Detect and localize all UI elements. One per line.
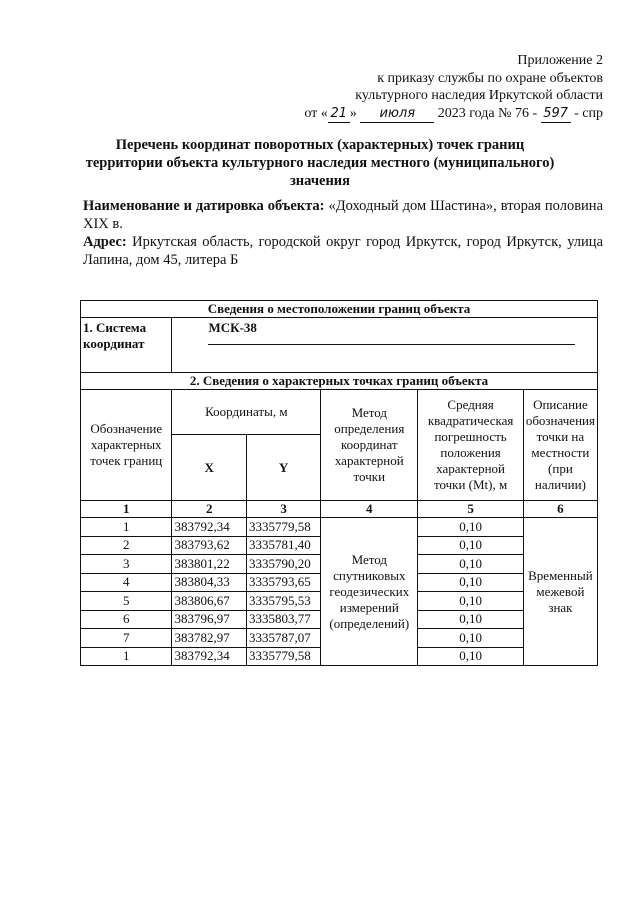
order-date-line: от « 21 » июля 2023 года № 76 - 597 - спр bbox=[273, 105, 603, 124]
column-number: 4 bbox=[321, 501, 418, 518]
description-cell: Временный межевой знак bbox=[523, 518, 597, 666]
table-row: 1 383792,34 3335779,58 Метод спутниковых геодезических измерений (определений) 0,10 Временный межевой знак bbox=[81, 518, 598, 537]
handwritten-month: июля bbox=[360, 105, 434, 124]
header-y: Y bbox=[247, 435, 321, 501]
column-number: 1 bbox=[81, 501, 172, 518]
header-x: X bbox=[172, 435, 247, 501]
column-number: 3 bbox=[247, 501, 321, 518]
authority-line: культурного наследия Иркутской области bbox=[355, 88, 603, 103]
handwritten-day: 21 bbox=[328, 105, 350, 124]
object-address: Адрес: Иркутская область, городской округ город Иркутск, город Иркутск, улица Лапина, дом 45, литера Б bbox=[83, 234, 604, 268]
coord-system-label: 1. Система координат bbox=[81, 318, 172, 373]
header-description: Описание обозначения точки на местности (при наличии) bbox=[523, 390, 597, 501]
object-name: Наименование и датировка объекта: «Доходный дом Шастина», вторая половина XIX в. bbox=[83, 198, 603, 232]
table-row: 5 383806,67 3335795,53 0,10 bbox=[81, 592, 598, 611]
table-row: 4 383804,33 3335793,65 0,10 bbox=[81, 573, 598, 592]
column-number: 2 bbox=[172, 501, 247, 518]
column-number: 5 bbox=[418, 501, 523, 518]
table-row: 7 383782,97 3335787,07 0,10 bbox=[81, 629, 598, 648]
coord-system-value-cell bbox=[172, 318, 598, 373]
header-error: Средняя квадратическая погрешность положения характерной точки (Mt), м bbox=[418, 390, 523, 501]
document-header bbox=[273, 52, 603, 123]
header-designation: Обозначение характерных точек границ bbox=[81, 390, 172, 501]
document-title: Перечень координат поворотных (характерных) точек границ территории объекта культурного наследия местного (муниципального) значения bbox=[85, 137, 555, 189]
section2-title: 2. Сведения о характерных точках границ объекта bbox=[81, 373, 598, 390]
object-info bbox=[83, 197, 603, 269]
column-number: 6 bbox=[523, 501, 597, 518]
order-reference-line: к приказу службы по охране объектов bbox=[377, 70, 603, 86]
table-row: 3 383801,22 3335790,20 0,10 bbox=[81, 555, 598, 574]
coordinates-table bbox=[80, 300, 598, 666]
appendix-label: Приложение 2 bbox=[517, 53, 603, 68]
header-coordinates: Координаты, м bbox=[172, 390, 321, 435]
table-row: 6 383796,97 3335803,77 0,10 bbox=[81, 610, 598, 629]
handwritten-order-number: 597 bbox=[541, 105, 571, 124]
table-row: 1 383792,34 3335779,58 0,10 bbox=[81, 647, 598, 666]
method-cell: Метод спутниковых геодезических измерений (определений) bbox=[321, 518, 418, 666]
section1-title: Сведения о местоположении границ объекта bbox=[81, 301, 598, 318]
coord-system-value: МСК-38 bbox=[208, 320, 575, 345]
header-method: Метод определения координат характерной точки bbox=[321, 390, 418, 501]
table-row: 2 383793,62 3335781,40 0,10 bbox=[81, 536, 598, 555]
